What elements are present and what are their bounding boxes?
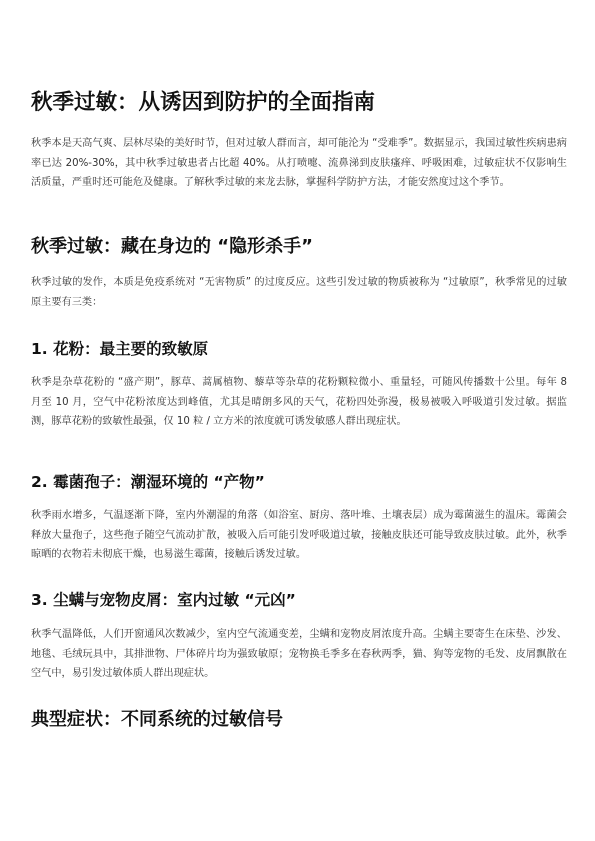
- intro-paragraph: 秋季本是天高气爽、层林尽染的美好时节，但对过敏人群而言，却可能沦为 “受难季”。数据显示，我国过敏性疾病患病率已达 20%-30%，其中秋季过敏患者占比超 40%。从打喷嚏、流鼻涕到皮肤瘙痒、呼吸困难，过敏症状不仅影响生活质量，严重时还可能危及健康。了解秋季过敏的来龙去脉，掌握科学防护方法，才能安然度过这个季节。: [31, 138, 567, 188]
- paragraph-mold: 秋季雨水增多，气温逐渐下降，室内外潮湿的角落（如浴室、厨房、落叶堆、土壤表层）成为霉菌滋生的温床。霉菌会释放大量孢子，这些孢子随空气流动扩散，被吸入后可能引发呼吸道过敏，接触皮肤还可能导致皮肤过敏。此外，秋季晾晒的衣物若未彻底干燥，也易滋生霉菌，接触后诱发过敏。: [31, 510, 567, 560]
- section-heading-allergens: 秋季过敏：藏在身边的 “隐形杀手”: [31, 236, 313, 257]
- section-heading-symptoms: 典型症状：不同系统的过敏信号: [31, 709, 283, 730]
- section-paragraph-allergens: 秋季过敏的发作，本质是免疫系统对 “无害物质” 的过度反应。这些引发过敏的物质被称为 “过敏原”，秋季常见的过敏原主要有三类：: [31, 277, 567, 308]
- paragraph-dust-mites: 秋季气温降低，人们开窗通风次数减少，室内空气流通变差，尘螨和宠物皮屑浓度升高。尘螨主要寄生在床垫、沙发、地毯、毛绒玩具中，其排泄物、尸体碎片均为强致敏原；宠物换毛季多在春秋两季，猫、狗等宠物的毛发、皮屑飘散在空气中，易引发过敏体质人群出现症状。: [31, 629, 567, 679]
- subheading-dust-mites: 3. 尘螨与宠物皮屑：室内过敏 “元凶”: [31, 591, 296, 609]
- paragraph-pollen: 秋季是杂草花粉的 “盛产期”，豚草、蒿属植物、藜草等杂草的花粉颗粒微小、重量轻，可随风传播数十公里。每年 8 月至 10 月，空气中花粉浓度达到峰值，尤其是晴朗多风的天气，花粉四处弥漫，极易被吸入呼吸道引发过敏。据监测，豚草花粉的致敏性最强，仅 10 粒 / 立方米的浓度就可诱发敏感人群出现症状。: [31, 377, 567, 427]
- subheading-pollen: 1. 花粉：最主要的致敏原: [31, 340, 209, 358]
- page-title: 秋季过敏：从诱因到防护的全面指南: [31, 90, 376, 115]
- subheading-mold: 2. 霉菌孢子：潮湿环境的 “产物”: [31, 473, 265, 491]
